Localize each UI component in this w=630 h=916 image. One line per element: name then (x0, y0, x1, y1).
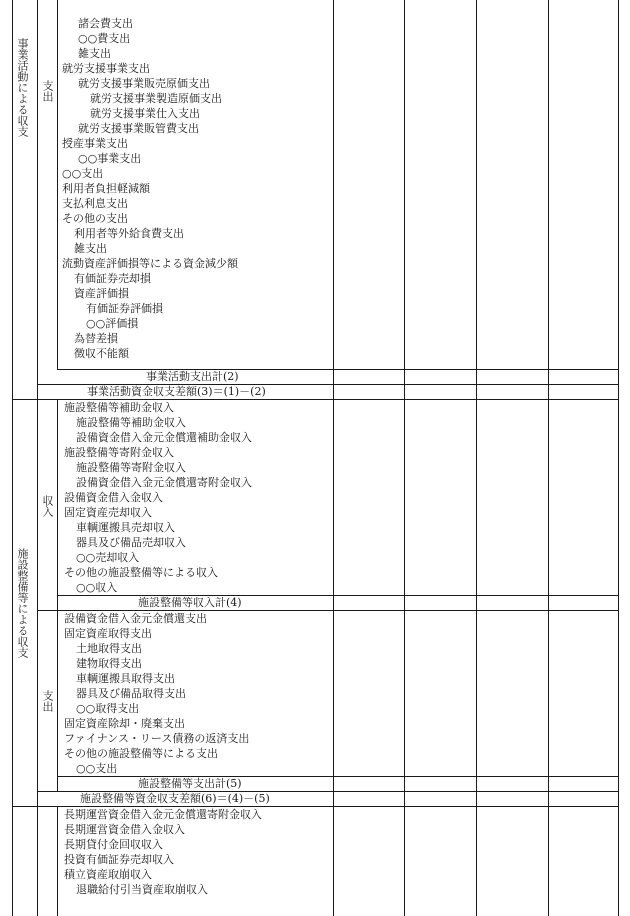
expense-item: 流動資産評価損等による資金減少額 (62, 257, 238, 270)
subsection-divider (57, 399, 58, 610)
column-divider (548, 0, 549, 916)
other-item: 積立資産取崩収入 (64, 868, 152, 881)
income-item: 設備資金借入金元金償還寄附金収入 (76, 476, 252, 489)
right-border (618, 0, 619, 916)
facility-expense-item: 器具及び備品取得支出 (76, 687, 186, 700)
section-divider (37, 0, 38, 916)
expense-item: 支払利息支出 (62, 197, 128, 210)
expense-item: 為替差損 (74, 332, 118, 345)
expense-item: 就労支援事業販売原価支出 (78, 77, 210, 90)
income-item: 設備資金借入金収入 (64, 491, 163, 504)
expense-item: ○○評価損 (86, 317, 139, 330)
facility-expense-item: ○○取得支出 (76, 702, 140, 715)
operating-balance: 事業活動資金収支差額(3)＝(1)－(2) (87, 385, 266, 398)
operating-expense-total: 事業活動支出計(2) (146, 370, 239, 383)
facility-expense-item: その他の施設整備等による支出 (64, 747, 218, 760)
subsection-label-op-expense: 支出 (41, 80, 54, 102)
income-item: ○○収入 (76, 581, 118, 594)
income-item: 設備資金借入金元金償還補助金収入 (76, 431, 252, 444)
expense-item: ○○支出 (62, 167, 104, 180)
income-item: 施設整備等補助金収入 (76, 416, 186, 429)
subsection-label-fac-income: 収入 (41, 495, 54, 517)
facility-expense-total: 施設整備等支出計(5) (138, 777, 242, 790)
other-item: 長期運営資金借入金元金償還寄附金収入 (64, 808, 262, 821)
other-item: 長期運営資金借入金収入 (64, 823, 185, 836)
income-item: 施設整備等補助金収入 (64, 401, 174, 414)
subsection-divider (57, 806, 58, 916)
facility-expense-item: 建物取得支出 (76, 657, 142, 670)
expense-item: 徴収不能額 (74, 347, 129, 360)
income-item: 車輌運搬具売却収入 (76, 521, 175, 534)
column-divider (476, 0, 477, 916)
expense-item: 利用者等外給食費支出 (74, 227, 184, 240)
income-item: 器具及び備品売却収入 (76, 536, 186, 549)
income-item: その他の施設整備等による収入 (64, 566, 218, 579)
expense-item: ○○費支出 (78, 32, 131, 45)
other-item: 長期貸付金回収収入 (64, 838, 163, 851)
facility-expense-item: ファイナンス・リース債務の返済支出 (64, 732, 250, 745)
subsection-divider (57, 610, 58, 791)
expense-item: 雑支出 (78, 47, 111, 60)
expense-item: 就労支援事業製造原価支出 (90, 92, 222, 105)
section-label-operating: 事業活動による収支 (16, 38, 29, 137)
expense-item: 就労支援事業仕入支出 (90, 107, 200, 120)
income-item: 固定資産売却収入 (64, 506, 152, 519)
expense-item: 資産評価損 (74, 287, 129, 300)
facility-expense-item: 固定資産取得支出 (64, 627, 152, 640)
expense-item: 諸会費支出 (78, 17, 133, 30)
other-item: 投資有価証券売却収入 (64, 853, 174, 866)
expense-item: その他の支出 (62, 212, 128, 225)
column-divider (404, 0, 405, 916)
section-label-facility: 施設整備等による収支 (16, 548, 29, 658)
income-item: 施設整備等寄附金収入 (64, 446, 174, 459)
expense-item: 就労支援事業支出 (62, 62, 150, 75)
other-item: 退職給付引当資産取崩収入 (76, 883, 208, 896)
facility-expense-item: 設備資金借入金元金償還支出 (64, 612, 207, 625)
expense-item: 雑支出 (74, 242, 107, 255)
facility-expense-item: 土地取得支出 (76, 642, 142, 655)
expense-item: ○○事業支出 (78, 152, 142, 165)
expense-item: 授産事業支出 (62, 137, 128, 150)
income-item: 施設整備等寄附金収入 (76, 461, 186, 474)
facility-income-total: 施設整備等収入計(4) (138, 596, 242, 609)
expense-item: 就労支援事業販管費支出 (78, 122, 199, 135)
left-border (12, 0, 13, 916)
expense-item: 有価証券評価損 (86, 302, 163, 315)
facility-expense-item: 固定資産除却・廃棄支出 (64, 717, 185, 730)
income-item: ○○売却収入 (76, 551, 140, 564)
facility-expense-item: ○○支出 (76, 762, 118, 775)
expense-item: 利用者負担軽減額 (62, 182, 150, 195)
subsection-divider (57, 0, 58, 369)
expense-item: 有価証券売却損 (74, 272, 151, 285)
facility-expense-item: 車輌運搬具取得支出 (76, 672, 175, 685)
facility-balance: 施設整備等資金収支差額(6)＝(4)－(5) (80, 792, 270, 805)
row-divider (57, 369, 618, 370)
subsection-label-fac-expense: 支出 (41, 690, 54, 712)
column-divider (333, 0, 334, 916)
